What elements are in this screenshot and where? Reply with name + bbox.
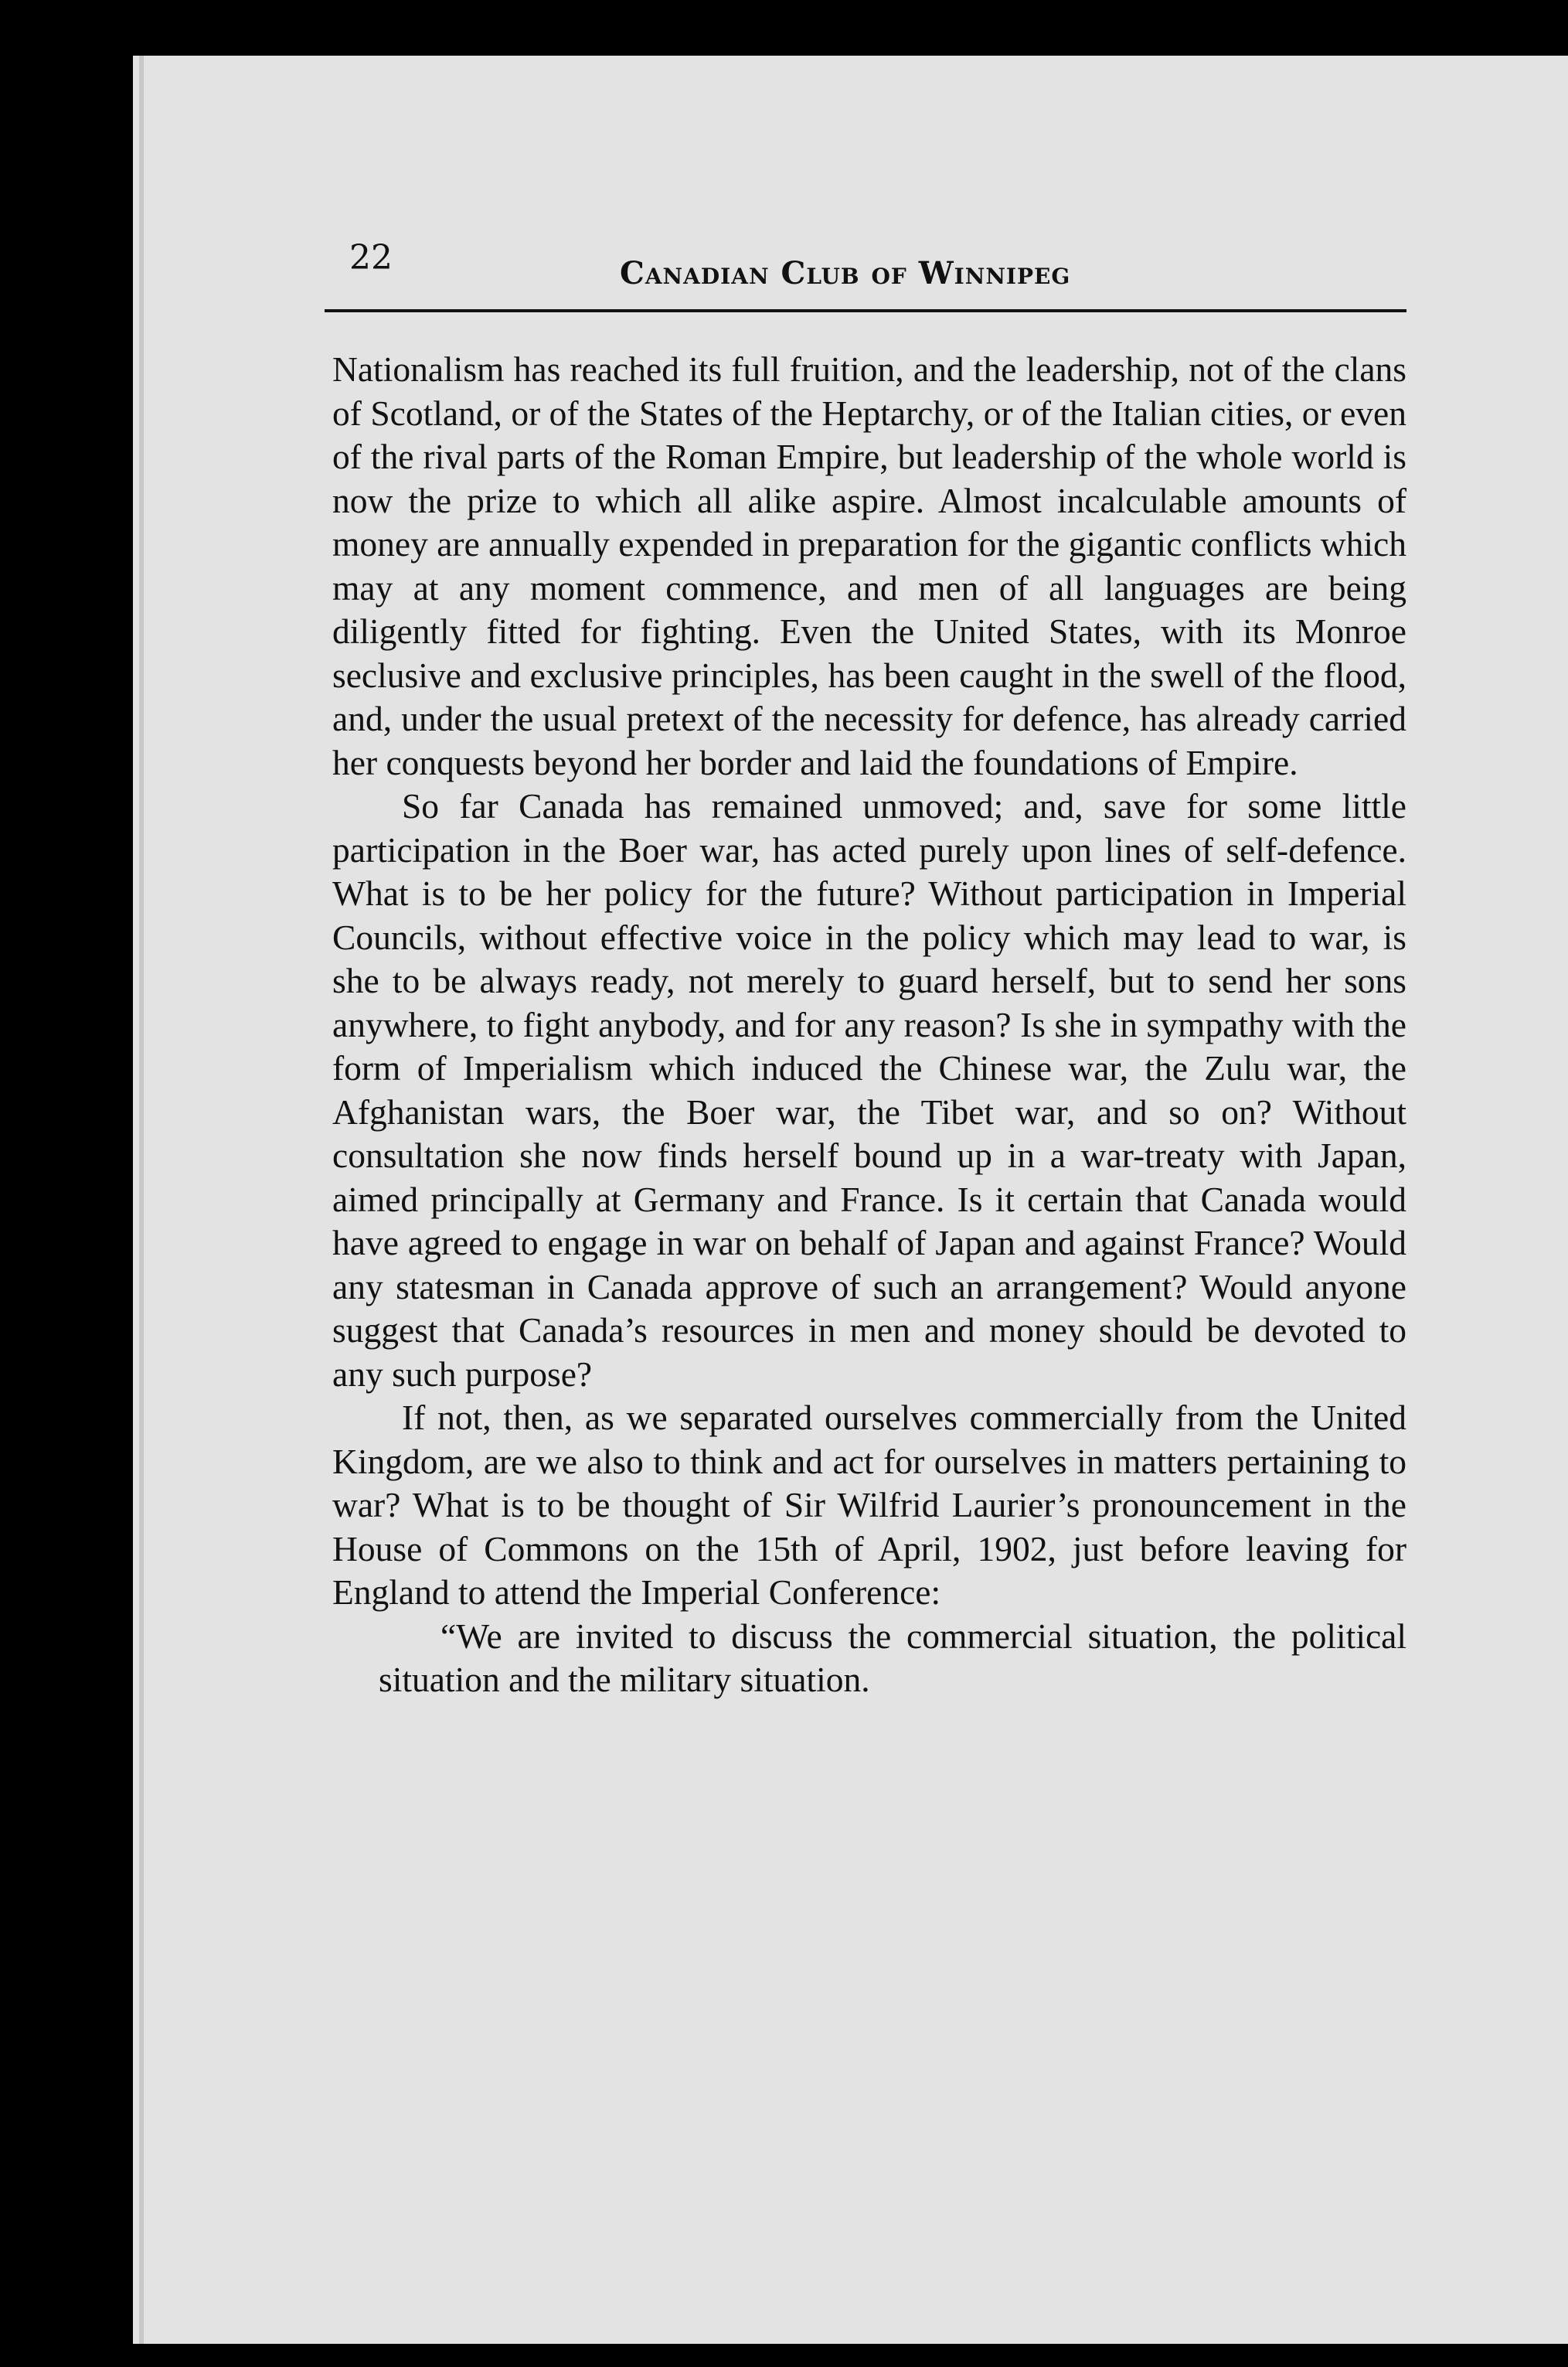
- page-number: 22: [349, 238, 393, 278]
- paragraph: Nationalism has reached its full fruition, and the leadership, not of the clans of Scotland, or of the States of the Heptarchy, or of the Italian cities, or even of the rival parts of the Roman Empire, but leadership of the whole world is now the prize to which all alike aspire. Almost incalculable amounts of money are annually expended in preparation for the gigantic conflicts which may at any moment commence, and men of all languages are being diligently fitted for fighting. Even the United States, with its Monroe seclusive and exclusive principles, has been caught in the swell of the flood, and, under the usual pretext of the necessity for defence, has already carried her conquests beyond her border and laid the foundations of Empire.: [332, 349, 1406, 782]
- paragraph: If not, then, as we separated ourselves commercially from the United Kingdom, are we also to think and act for ourselves in matters pertaining to war? What is to be thought of Sir Wilfrid Laurier’s pronouncement in the House of Commons on the 15th of April, 1902, just before leaving for England to attend the Imperial Conference:: [332, 1398, 1406, 1612]
- running-head: Canadian Club of Winnipeg: [620, 255, 1071, 291]
- page-edge: [139, 56, 144, 2344]
- block-quote: “We are invited to discuss the commercial situation, the political situation and the military situation.: [379, 1616, 1406, 1699]
- header-rule: [325, 309, 1406, 312]
- body-text: [332, 348, 1406, 1702]
- paragraph: So far Canada has remained unmoved; and, save for some little participation in the Boer war, has acted purely upon lines of self-defence. What is to be her policy for the future? Without participation in Imperial Councils, without effective voice in the policy which may lead to war, is she to be always ready, not merely to guard herself, but to send her sons anywhere, to fight anybody, and for any reason? Is she in sympathy with the form of Imperialism which induced the Chinese war, the Zulu war, the Afghanistan wars, the Boer war, the Tibet war, and so on? Without consultation she now finds herself bound up in a war-treaty with Japan, aimed principally at Germany and France. Is it certain that Canada would have agreed to engage in war on behalf of Japan and against France? Would any statesman in Canada approve of such an arrangement? Would anyone suggest that Canada’s resources in men and money should be devoted to any such purpose?: [332, 786, 1406, 1394]
- page-header: [349, 232, 1400, 294]
